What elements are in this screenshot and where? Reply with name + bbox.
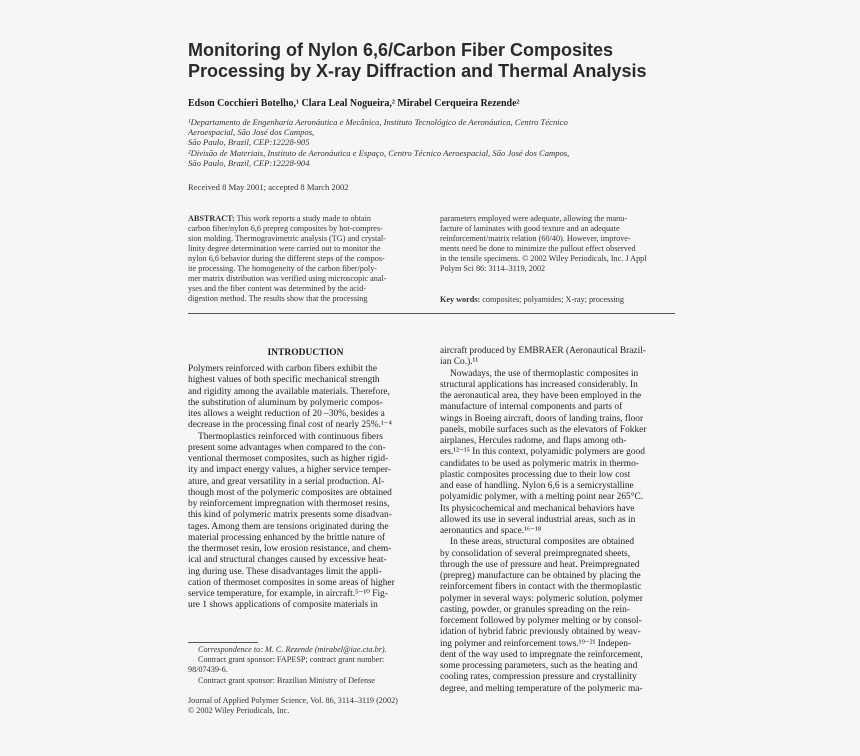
abstract-line: parameters employed were adequate, allowing the manu- [440, 214, 628, 223]
body-text-line: ature, and great versatility in a serial production. Al- [188, 476, 385, 487]
abstract-line: yses and the fiber content was determined by the acid- [188, 283, 367, 293]
body-text-line: by consolidation of several preimpregnated sheets, [440, 548, 631, 559]
body-text-line: aircraft produced by EMBRAER (Aeronautical Brazil- [440, 346, 646, 356]
affiliation-line: ¹Departamento de Engenharia Aeronáutica e Mecânica, Instituto Tecnológico de Aeronáutica, Centro Técnico [188, 117, 568, 127]
body-text-line: highest values of both specific mechanical strength [188, 375, 380, 386]
journal-line: © 2002 Wiley Periodicals, Inc. [188, 706, 290, 716]
abstract-line: carbon fiber/nylon 6,6 prepreg composites by hot-compres- [188, 223, 383, 233]
keywords-text: composites; polyamides; X-ray; processing [482, 295, 624, 304]
body-text-line: through the use of pressure and heat. Preimpregnated [440, 559, 640, 570]
abstract-line: facture of laminates with good texture and an adequate [440, 223, 620, 233]
body-text-line: ers.¹²⁻¹⁵ In this context, polyamidic polymers are good [440, 447, 645, 458]
affiliation-line: São Paulo, Brazil, CEP:12228-904 [188, 157, 310, 168]
body-text-line: reinforcement fibers in contact with the thermoplastic [440, 582, 642, 593]
body-text-line: service temperature, for example, in aircraft.⁵⁻¹⁰ Fig- [188, 589, 388, 599]
abstract-line: sion molding. Thermogravimetric analysis (TG) and crystal- [188, 233, 386, 243]
affiliation-line: Aeroespacial, São José dos Campos, [188, 127, 315, 138]
abstract-line: linity degree determination were carried out to monitor the [188, 243, 381, 253]
footnote-line: 98/07439-6. [188, 665, 228, 675]
abstract-label: ABSTRACT: [188, 214, 235, 223]
affiliation-line: São Paulo, Brazil, CEP:12228-905 [188, 137, 310, 148]
body-text-line: ian Co.).¹¹ [440, 357, 479, 368]
body-text-line: material processing enhanced by the brittle nature of [188, 532, 386, 543]
body-text-line: cation of thermoset composites in some areas of higher [188, 577, 395, 588]
body-text-line: polyamidic polymer, with a melting point near 265°C. [440, 492, 644, 503]
abstract-right [440, 214, 675, 274]
body-text-line: ventional thermoset composites, such as higher rigid- [188, 454, 389, 464]
journal-line: Journal of Applied Polymer Science, Vol. 86, 3114–3119 (2002) [188, 696, 398, 705]
abstract-line [188, 214, 423, 224]
body-text-line: degree, and melting temperature of the polymeric ma- [440, 683, 643, 694]
abstract-line: reinforcement/matrix relation (60/40). However, improve- [440, 233, 631, 243]
body-text-line: the substitution of aluminum by polymeric compos- [188, 397, 383, 408]
body-text-line: Polymers reinforced with carbon fibers exhibit the [188, 364, 378, 374]
body-text-line: this kind of polymeric matrix presents some disadvan- [188, 510, 392, 521]
abstract-line: mer matrix distribution was verified using microscopic anal- [188, 273, 387, 283]
body-text-line: by reinforcement impregnation with thermoset resins, [188, 499, 390, 509]
body-text-line: tages. Among them are tensions originated during the [188, 521, 389, 532]
body-text-line: and rigidity among the available materials. Therefore, [188, 386, 390, 397]
body-text-line: aeronautics and space.¹⁶⁻¹⁸ [440, 526, 542, 536]
footnotes [188, 645, 423, 686]
abstract-left [188, 214, 423, 304]
abstract-line: in the tensile specimens. © 2002 Wiley Periodicals, Inc. J Appl [440, 253, 647, 263]
section-divider [188, 313, 675, 314]
author-list: Edson Cocchieri Botelho,¹ Clara Leal Nogueira,² Mirabel Cerqueira Rezende² [188, 98, 520, 109]
abstract-text: This work reports a study made to obtain [236, 214, 372, 223]
body-column-left [188, 364, 423, 612]
footnote-divider [188, 642, 258, 643]
affiliation-line: ²Divisão de Materiais, Instituto de Aeronáutica e Espaço, Centro Técnico Aeroespacial, São José dos Campos, [188, 147, 570, 158]
body-text-line: ical and structural changes caused by excessive heat- [188, 555, 387, 566]
body-text-line: Nowadays, the use of thermoplastic composites in [450, 368, 639, 379]
body-text-line: ity and impact energy values, a higher service temper- [188, 465, 391, 476]
body-text-line: ing during use. These disadvantages limit the appli- [188, 566, 382, 577]
body-text-line: ites allows a weight reduction of 20 –30%, besides a [188, 409, 385, 419]
body-text-line: Its physicochemical and mechanical behaviors have [440, 503, 635, 514]
abstract-line: Polym Sci 86: 3114–3119, 2002 [440, 263, 546, 273]
body-text-line: idation of hybrid fabric previously obtained by weav- [440, 627, 641, 638]
body-text-line: airplanes, Hercules radome, and flaps among oth- [440, 436, 627, 446]
abstract-line: ments need be done to minimize the pullout effect observed [440, 243, 636, 253]
body-text-line: the aeronautical area, they have been employed in the [440, 391, 642, 401]
journal-citation [188, 696, 423, 716]
title-line: Monitoring of Nylon 6,6/Carbon Fiber Composites [188, 40, 614, 60]
body-text-line: polymer in several ways: polymeric solution, polymer [440, 593, 643, 604]
body-text-line: forcement followed by polymer melting or by consol- [440, 616, 642, 626]
section-heading-introduction: INTRODUCTION [267, 348, 344, 358]
footnote-line: Contract grant sponsor: Brazilian Ministry of Defense [198, 675, 375, 685]
keywords-label: Key words: [440, 295, 481, 304]
body-text-line: and ease of handling. Nylon 6,6 is a semicrystalline [440, 481, 634, 491]
body-text-line: dent of the way used to impregnate the reinforcement, [440, 649, 643, 660]
body-text-line: wings in Boeing aircraft, doors of landing trains, floor [440, 413, 644, 424]
abstract-line: nylon 6,6 behavior during the different steps of the compos- [188, 253, 385, 263]
body-text-line: present some advantages when compared to the con- [188, 442, 386, 453]
body-text-line: structural applications has increased considerably. In [440, 379, 638, 390]
body-text-line: ure 1 shows applications of composite materials in [188, 600, 378, 611]
body-text-line: Thermoplastics reinforced with continuous fibers [198, 431, 383, 442]
body-text-line: manufacture of internal components and parts of [440, 402, 623, 413]
body-text-line: casting, powder, or granules spreading on the rein- [440, 604, 630, 615]
body-column-right [440, 346, 675, 695]
body-text-line: (prepreg) manufacture can be obtained by placing the [440, 571, 641, 581]
body-text-line: candidates to be used as polymeric matrix in thermo- [440, 458, 639, 469]
received-date: Received 8 May 2001; accepted 8 March 2002 [188, 182, 349, 192]
body-text-line: ing polymer and reinforcement tows.¹⁹⁻²¹ Indepen- [440, 638, 632, 649]
body-text-line: panels, mobile surfaces such as the elevators of Fokker [440, 424, 647, 435]
affiliations [188, 117, 668, 168]
body-text-line: allowed its use in several industrial areas, such as in [440, 514, 636, 525]
body-text-line: cooling rates, compression pressure and crystallinity [440, 672, 637, 683]
body-text-line: plastic composites processing due to their low cost [440, 469, 631, 480]
body-text-line: decrease in the processing final cost of nearly 25%.¹⁻⁴ [188, 420, 392, 431]
body-text-line: In these areas, structural composites are obtained [450, 537, 635, 548]
body-text-line: some processing parameters, such as the heating and [440, 661, 638, 671]
body-text-line: the thermoset resin, low erosion resistance, and chem- [188, 544, 392, 554]
body-text-line: though most of the polymeric composites are obtained [188, 487, 392, 498]
footnote-correspondence: Correspondence to: M. C. Rezende (mirabel@iae.cta.br). [198, 645, 387, 654]
keywords [440, 295, 624, 304]
footnote-line: Contract grant sponsor: FAPESP; contract grant number: [198, 655, 385, 665]
paper-title [188, 40, 748, 82]
title-line: Processing by X-ray Diffraction and Thermal Analysis [188, 61, 647, 81]
abstract-line: digestion method. The results show that the processing [188, 293, 368, 303]
abstract-line: ite processing. The homogeneity of the carbon fiber/poly- [188, 263, 378, 273]
